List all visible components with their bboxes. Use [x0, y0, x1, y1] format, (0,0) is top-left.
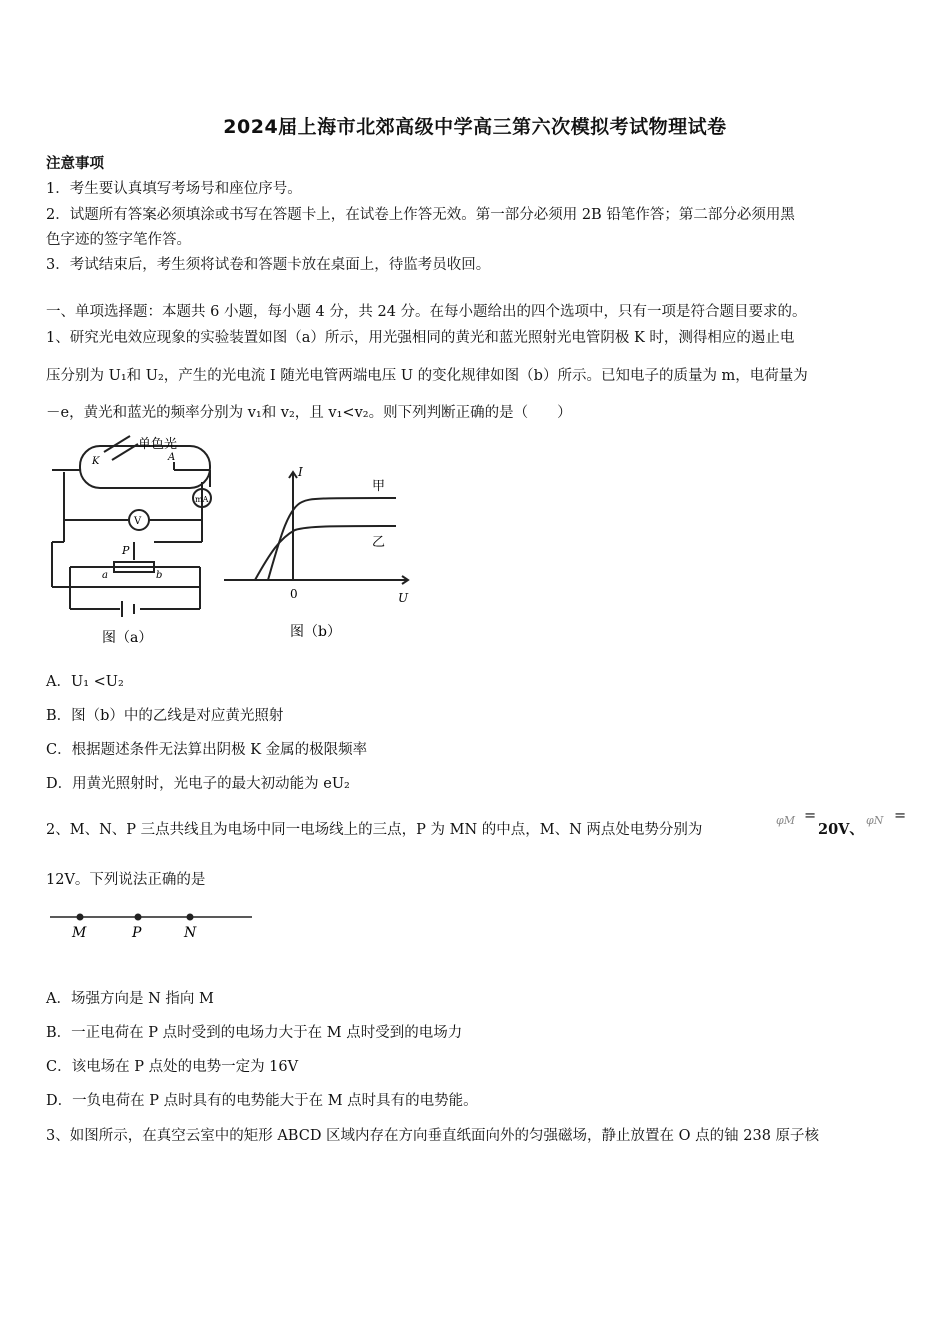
eq-sign-2: = [894, 808, 907, 824]
curve-jia-label: 甲 [372, 479, 386, 494]
figure-b-caption: 图（b） [290, 624, 341, 640]
point-p-label: P [132, 925, 142, 941]
notice-heading: 注意事项 [46, 155, 104, 172]
field-line-diagram [48, 905, 258, 945]
q3-line-1: 3、如图所示，在真空云室中的矩形 ABCD 区域内存在方向垂直纸面向外的匀强磁场，静止放置在 O 点的铀 238 原子核 [46, 1128, 820, 1144]
point-n-dot [187, 914, 194, 921]
notice-item-2: 2．试题所有答案必须填涂或书写在答题卡上，在试卷上作答无效。第一部分必须用 2B 铅笔作答；第二部分必须用黑 [46, 207, 795, 223]
end-a-label: a [102, 570, 108, 581]
i-axis-label: I [298, 465, 303, 479]
light-label: 单色光 [138, 437, 178, 452]
end-b-label: b [156, 570, 163, 581]
voltmeter-label: V [134, 516, 142, 527]
slider-p-label: P [122, 544, 130, 557]
q2-option-c: C．该电场在 P 点处的电势一定为 16V [46, 1059, 299, 1075]
point-m-label: M [72, 925, 87, 941]
q2-line-2: 12V。下列说法正确的是 [46, 872, 206, 888]
phi-m-symbol: φM [776, 814, 795, 827]
anode-label: A [168, 452, 176, 463]
origin-label: 0 [290, 587, 298, 601]
q1-option-b: B．图（b）中的乙线是对应黄光照射 [46, 708, 284, 724]
q1-line-3: －e，黄光和蓝光的频率分别为 v₁和 v₂，且 v₁<v₂。则下列判断正确的是（ ） [46, 405, 572, 421]
notice-item-2-cont: 色字迹的签字笔作答。 [46, 232, 191, 248]
page-title: 2024届上海市北郊高级中学高三第六次模拟考试物理试卷 [223, 116, 727, 138]
point-n-label: N [184, 925, 197, 941]
eq-sign-1: = [804, 808, 817, 824]
figure-b-graph [220, 458, 420, 648]
notice-item-1: 1．考生要认真填写考场号和座位序号。 [46, 181, 302, 197]
curve-yi-label: 乙 [372, 535, 386, 550]
q1-option-d: D．用黄光照射时，光电子的最大初动能为 eU₂ [46, 776, 350, 792]
point-m-dot [77, 914, 84, 921]
q2-option-b: B．一正电荷在 P 点时受到的电场力大于在 M 点时受到的电场力 [46, 1025, 463, 1041]
q1-line-1: 1、研究光电效应现象的实验装置如图（a）所示，用光强相同的黄光和蓝光照射光电管阴极 K 时，测得相应的遏止电 [46, 330, 795, 346]
q1-option-c: C．根据题述条件无法算出阴极 K 金属的极限频率 [46, 742, 368, 758]
phi-m-value: 20V、 [818, 821, 864, 838]
figure-a-circuit [44, 432, 224, 652]
section-heading: 一、单项选择题：本题共 6 小题，每小题 4 分，共 24 分。在每小题给出的四个选项中，只有一项是符合题目要求的。 [46, 304, 807, 320]
phi-n-symbol: φN [866, 814, 884, 827]
q2-line-1: 2、M、N、P 三点共线且为电场中同一电场线上的三点，P 为 MN 的中点，M、N 两点处电势分别为 [46, 822, 703, 838]
figure-a-caption: 图（a） [102, 630, 153, 646]
q1-option-a: A．U₁ <U₂ [46, 674, 124, 690]
phototube-outline [80, 446, 210, 488]
point-p-dot [135, 914, 142, 921]
light-ray-1 [104, 436, 130, 452]
q2-option-d: D．一负电荷在 P 点时具有的电势能大于在 M 点时具有的电势能。 [46, 1093, 478, 1109]
ammeter-label: mA [195, 495, 209, 504]
q1-line-2: 压分别为 U₁和 U₂，产生的光电流 I 随光电管两端电压 U 的变化规律如图（b）所示。已知电子的质量为 m，电荷量为 [46, 368, 808, 384]
notice-item-3: 3．考试结束后，考生须将试卷和答题卡放在桌面上，待监考员收回。 [46, 257, 491, 273]
u-axis-label: U [398, 591, 409, 605]
cathode-label: K [92, 456, 100, 467]
q2-option-a: A．场强方向是 N 指向 M [46, 991, 214, 1007]
